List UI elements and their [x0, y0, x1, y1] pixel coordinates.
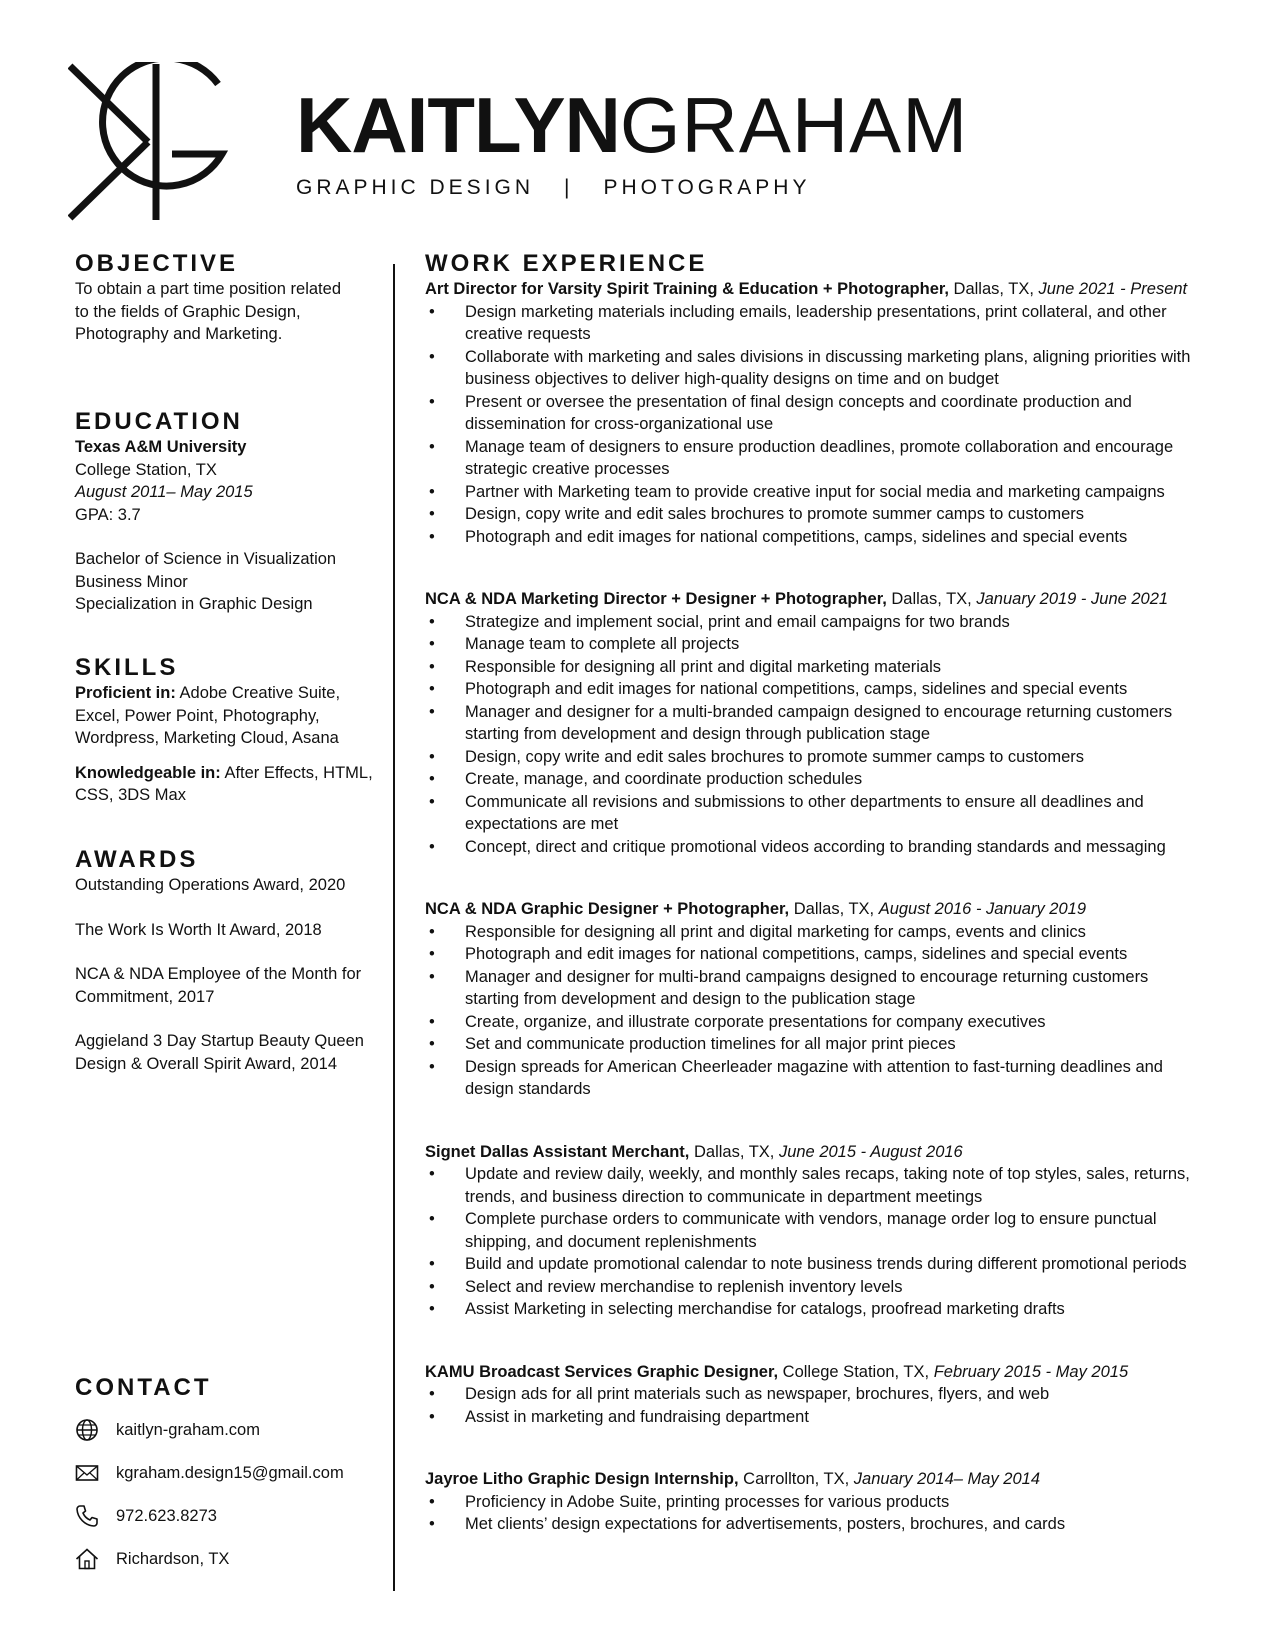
skills-knowledgeable-line: CSS, 3DS Max: [75, 786, 186, 804]
house-icon: [75, 1547, 99, 1571]
job-dates: February 2015 - May 2015: [933, 1362, 1129, 1381]
contact-email-text[interactable]: kgraham.design15@gmail.com: [116, 1463, 344, 1482]
job-bullet-line: • Design, copy write and edit sales brochures to promote summer camps to customers: [465, 747, 1085, 766]
job-bullet-line: • Complete purchase orders to communicate with vendors, manage order log to ensure punctual: [465, 1210, 1157, 1228]
job-dates: January 2014– May 2014: [853, 1470, 1041, 1488]
tagline: [296, 176, 810, 200]
job-bullet-line: • Proficiency in Adobe Suite, printing processes for various products: [465, 1492, 950, 1511]
work-experience-section: [425, 250, 1200, 1536]
skills-proficient-text: Adobe Creative Suite,: [175, 684, 341, 702]
award-item: Commitment, 2017: [75, 987, 215, 1006]
education-school: Texas A&M University: [75, 438, 247, 456]
job-bullet: [425, 656, 1200, 679]
job-bullet: [425, 1011, 1200, 1034]
job-bullet: [425, 633, 1200, 656]
job-bullet-line: • Manager and designer for multi-brand campaigns designed to encourage returning customers: [465, 967, 1149, 986]
job-bullet-line: • Create, organize, and illustrate corporate presentations for company executives: [465, 1012, 1046, 1031]
kg-monogram-logo: [68, 62, 238, 224]
envelope-icon: [75, 1461, 99, 1485]
job-bullet-line: • Communicate all revisions and submissions to other departments to ensure all deadlines and: [465, 792, 1144, 811]
job-bullet-line: dissemination for cross-organizational use: [465, 415, 774, 433]
objective-line: to the fields of Graphic Design,: [75, 302, 301, 321]
job-bullet-line: • Update and review daily, weekly, and monthly sales recaps, taking note of top styles, sales, returns,: [465, 1165, 1190, 1183]
education-gpa: GPA: 3.7: [75, 505, 141, 524]
job-bullet: [425, 1406, 1200, 1429]
job-bullet: [425, 503, 1200, 526]
job-bullet: [425, 1208, 1200, 1253]
job-heading: [425, 1468, 1200, 1491]
job-bullet-list: [425, 1163, 1200, 1321]
job-title: NCA & NDA Graphic Designer + Photographer,: [425, 900, 790, 918]
objective-line: To obtain a part time position related: [75, 280, 341, 298]
contact-section: [75, 1374, 380, 1402]
education-location: College Station, TX: [75, 460, 217, 479]
job-location: Dallas, TX,: [789, 900, 879, 918]
job-bullet-line: design standards: [465, 1080, 591, 1098]
job-bullet: [425, 1513, 1200, 1536]
job-bullet-line: shipping, and document replenishments: [465, 1232, 757, 1251]
column-divider: [393, 264, 395, 1591]
job-bullet: [425, 1383, 1200, 1406]
tagline-separator: |: [564, 176, 574, 199]
job-bullet-line: • Met clients’ design expectations for advertisements, posters, brochures, and cards: [465, 1515, 1066, 1533]
job-entry: [425, 1468, 1200, 1536]
award-item: NCA & NDA Employee of the Month for: [75, 965, 362, 983]
education-degree-line: Business Minor: [75, 572, 188, 591]
contact-phone[interactable]: [75, 1503, 217, 1529]
job-title: Art Director for Varsity Spirit Training & Education + Photographer,: [425, 280, 949, 298]
job-bullet-line: • Design ads for all print materials such as newspaper, brochures, flyers, and web: [465, 1385, 1050, 1403]
globe-icon: [75, 1418, 99, 1442]
first-name: KAITLYN: [296, 81, 620, 169]
job-bullet: [425, 966, 1200, 1011]
award-item: Outstanding Operations Award, 2020: [75, 876, 346, 894]
job-bullet-line: starting from development and design to the publication stage: [465, 990, 916, 1008]
job-dates: June 2021 - Present: [1038, 280, 1188, 298]
job-bullet-line: business objectives to deliver high-quality designs on time and on budget: [465, 370, 999, 388]
job-bullet: [425, 678, 1200, 701]
job-bullet-line: • Collaborate with marketing and sales divisions in discussing marketing plans, aligning priorities with: [465, 347, 1191, 366]
job-title: Jayroe Litho Graphic Design Internship,: [425, 1470, 739, 1488]
job-title: NCA & NDA Marketing Director + Designer + Photographer,: [425, 590, 887, 608]
job-bullet-line: • Design spreads for American Cheerleader magazine with attention to fast-turning deadlines and: [465, 1057, 1163, 1076]
job-bullet-line: • Photograph and edit images for national competitions, camps, sidelines and special events: [465, 945, 1128, 963]
job-bullet-line: • Concept, direct and critique promotional videos according to branding standards and messaging: [465, 837, 1166, 856]
education-dates: August 2011– May 2015: [75, 483, 253, 501]
skills-section: [75, 654, 380, 807]
job-entry: [425, 278, 1200, 548]
job-title: KAMU Broadcast Services Graphic Designer,: [425, 1362, 779, 1381]
job-entry: [425, 588, 1200, 858]
job-dates: August 2016 - January 2019: [878, 900, 1087, 918]
job-bullet-line: strategic creative processes: [465, 460, 670, 478]
job-bullet: [425, 768, 1200, 791]
job-location: Dallas, TX,: [886, 590, 977, 608]
contact-heading: CONTACT: [75, 1374, 212, 1401]
tagline-right: PHOTOGRAPHY: [603, 176, 811, 199]
award-item: Design & Overall Spirit Award, 2014: [75, 1054, 337, 1073]
job-entry: [425, 898, 1200, 1101]
job-bullet-line: • Partner with Marketing team to provide creative input for social media and marketing campaigns: [465, 482, 1165, 501]
skills-proficient: [75, 682, 380, 705]
skills-heading: SKILLS: [75, 654, 179, 681]
job-bullet-line: • Select and review merchandise to replenish inventory levels: [465, 1277, 903, 1296]
contact-website[interactable]: [75, 1417, 260, 1443]
contact-phone-text[interactable]: 972.623.8273: [116, 1506, 217, 1525]
job-dates: June 2015 - August 2016: [778, 1142, 963, 1161]
job-bullet-line: starting from development and design through publication stage: [465, 725, 931, 743]
contact-email[interactable]: [75, 1460, 344, 1486]
contact-location: [75, 1546, 229, 1572]
job-bullet-line: trends, and business direction to communicate in department meetings: [465, 1187, 983, 1206]
job-bullet-line: • Build and update promotional calendar to note business trends during different promotional periods: [465, 1255, 1187, 1273]
job-bullet-line: expectations are met: [465, 815, 619, 833]
job-bullet-line: • Set and communicate production timelines for all major print pieces: [465, 1035, 956, 1053]
job-bullet: [425, 481, 1200, 504]
job-location: College Station, TX,: [778, 1362, 934, 1381]
job-bullet-line: • Present or oversee the presentation of final design concepts and coordinate production and: [465, 392, 1132, 411]
job-bullet-list: [425, 301, 1200, 549]
job-bullet: [425, 791, 1200, 836]
phone-icon: [75, 1504, 99, 1528]
contact-website-text[interactable]: kaitlyn-graham.com: [116, 1420, 260, 1439]
job-bullet: [425, 1276, 1200, 1299]
awards-section: [75, 846, 380, 1075]
contact-location-text: Richardson, TX: [116, 1549, 230, 1568]
job-bullet: [425, 301, 1200, 346]
job-bullet-line: • Design, copy write and edit sales brochures to promote summer camps to customers: [465, 505, 1085, 523]
objective-line: Photography and Marketing.: [75, 325, 283, 343]
job-bullet-line: • Manage team to complete all projects: [465, 635, 740, 653]
job-entry: [425, 1141, 1200, 1321]
job-bullet-line: • Manage team of designers to ensure production deadlines, promote collaboration and encourage: [465, 437, 1174, 456]
job-location: Dallas, TX,: [689, 1142, 779, 1161]
tagline-left: GRAPHIC DESIGN: [296, 176, 535, 199]
candidate-name: [296, 81, 969, 169]
job-bullet: [425, 921, 1200, 944]
awards-heading: AWARDS: [75, 846, 199, 873]
job-bullet: [425, 611, 1200, 634]
job-location: Carrollton, TX,: [738, 1470, 854, 1488]
job-bullet: [425, 746, 1200, 769]
job-bullet-list: [425, 611, 1200, 859]
job-bullet-line: • Create, manage, and coordinate production schedules: [465, 770, 863, 788]
job-bullet-line: • Assist Marketing in selecting merchandise for catalogs, proofread marketing drafts: [465, 1300, 1065, 1318]
job-heading: [425, 898, 1200, 921]
work-experience-heading: WORK EXPERIENCE: [425, 250, 708, 277]
job-bullet: [425, 346, 1200, 391]
job-bullet-line: • Responsible for designing all print and digital marketing for camps, events and clinics: [465, 922, 1086, 941]
job-bullet: [425, 526, 1200, 549]
job-bullet-list: [425, 1383, 1200, 1428]
education-section: [75, 408, 380, 616]
skills-knowledgeable-label: Knowledgeable in:: [75, 763, 221, 782]
job-bullet-line: • Manager and designer for a multi-branded campaign designed to encourage returning customers: [465, 702, 1173, 721]
job-bullet-line: • Strategize and implement social, print and email campaigns for two brands: [465, 612, 1010, 631]
job-heading: [425, 1361, 1200, 1384]
skills-proficient-label: Proficient in:: [75, 684, 176, 702]
education-heading: EDUCATION: [75, 408, 243, 435]
objective-section: [75, 250, 380, 346]
job-bullet-list: [425, 921, 1200, 1101]
objective-heading: OBJECTIVE: [75, 250, 239, 277]
job-title: Signet Dallas Assistant Merchant,: [425, 1142, 690, 1161]
job-bullet: [425, 1253, 1200, 1276]
skills-knowledgeable: [75, 762, 380, 785]
job-bullet: [425, 391, 1200, 436]
job-bullet: [425, 701, 1200, 746]
job-location: Dallas, TX,: [948, 280, 1039, 298]
job-heading: [425, 1141, 1200, 1164]
last-name: GRAHAM: [619, 81, 969, 169]
skills-proficient-line: Excel, Power Point, Photography,: [75, 706, 320, 725]
skills-knowledgeable-text: After Effects, HTML,: [220, 763, 373, 782]
job-bullet-line: creative requests: [465, 325, 591, 343]
job-bullet: [425, 436, 1200, 481]
job-bullet-line: • Photograph and edit images for national competitions, camps, sidelines and special events: [465, 680, 1128, 698]
education-degree-line: Specialization in Graphic Design: [75, 595, 313, 613]
job-list: [425, 278, 1200, 1536]
job-bullet-line: • Design marketing materials including emails, leadership presentations, print collateral, and other: [465, 302, 1167, 321]
job-bullet: [425, 943, 1200, 966]
job-bullet-line: • Assist in marketing and fundraising department: [465, 1407, 809, 1426]
award-item: The Work Is Worth It Award, 2018: [75, 920, 322, 939]
job-bullet: [425, 836, 1200, 859]
job-bullet-line: • Photograph and edit images for national competitions, camps, sidelines and special events: [465, 527, 1128, 546]
job-bullet: [425, 1056, 1200, 1101]
award-item: Aggieland 3 Day Startup Beauty Queen: [75, 1032, 364, 1050]
job-bullet-line: • Responsible for designing all print and digital marketing materials: [465, 657, 942, 676]
education-degree-line: Bachelor of Science in Visualization: [75, 550, 337, 568]
job-heading: [425, 278, 1200, 301]
job-bullet: [425, 1491, 1200, 1514]
job-bullet-list: [425, 1491, 1200, 1536]
job-entry: [425, 1361, 1200, 1429]
skills-proficient-line: Wordpress, Marketing Cloud, Asana: [75, 729, 339, 747]
job-bullet: [425, 1298, 1200, 1321]
job-bullet: [425, 1033, 1200, 1056]
job-bullet: [425, 1163, 1200, 1208]
job-heading: [425, 588, 1200, 611]
job-dates: January 2019 - June 2021: [976, 590, 1169, 608]
